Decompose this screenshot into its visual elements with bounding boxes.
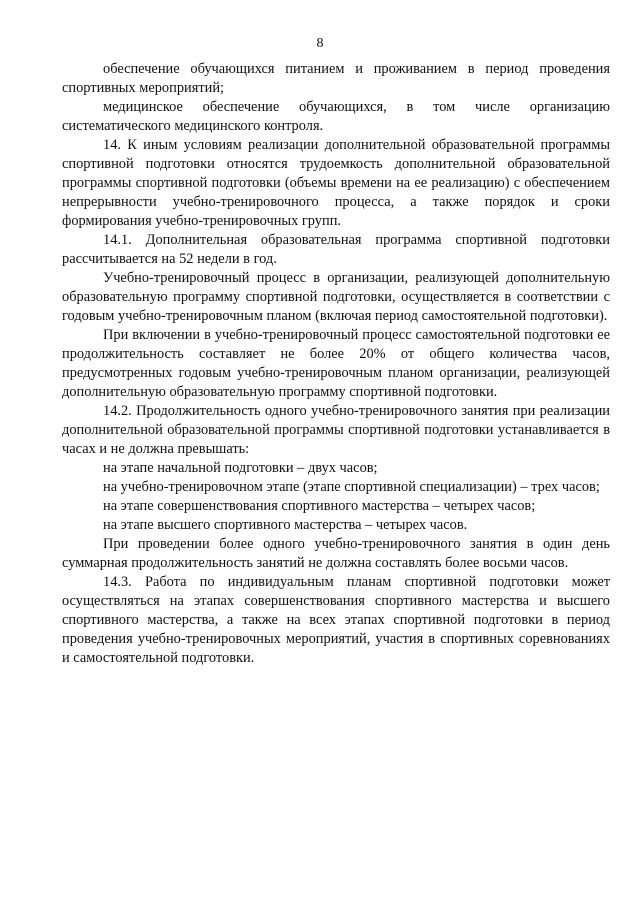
paragraph-daily-limit: При проведении более одного учебно-тренировочного занятия в один день суммарная продолжительность занятий не должна составлять более восьми часов.	[62, 536, 610, 571]
paragraph-14: 14. К иным условиям реализации дополнительной образовательной программы спортивной подготовки относятся трудоемкость дополнительной образовательной программы спортивной подготовки (объемы времени на ее реализацию) с обеспечением непрерывности учебно-тренировочного процесса, а также порядок и сроки формирования учебно-тренировочных групп.	[62, 137, 610, 229]
paragraph-higher-stage: на этапе высшего спортивного мастерства – четырех часов.	[103, 517, 468, 533]
paragraph-improvement-stage: на этапе совершенствования спортивного мастерства – четырех часов;	[103, 498, 536, 514]
paragraph-training-process: Учебно-тренировочный процесс в организации, реализующей дополнительную образовательную программу спортивной подготовки, осуществляется в соответствии с годовым учебно-тренировочным планом (включая период самостоятельной подготовки).	[62, 270, 610, 324]
document-body	[62, 60, 610, 668]
page-number: 8	[316, 36, 324, 51]
paragraph-14-2: 14.2. Продолжительность одного учебно-тренировочного занятия при реализации дополнительной образовательной программы спортивной подготовки устанавливается в часах и не должна превышать:	[62, 403, 610, 457]
paragraph-14-1: 14.1. Дополнительная образовательная программа спортивной подготовки рассчитывается на 52 недели в год.	[62, 232, 610, 267]
paragraph-14-3: 14.3. Работа по индивидуальным планам спортивной подготовки может осуществляться на этапах совершенствования спортивного мастерства и высшего спортивного мастерства, а также на всех этапах спортивной подготовки в период проведения учебно-тренировочных мероприятий, участия в спортивных соревнованиях и самостоятельной подготовки.	[62, 574, 610, 666]
paragraph-self-preparation: При включении в учебно-тренировочный процесс самостоятельной подготовки ее продолжительность составляет не более 20% от общего количества часов, предусмотренных годовым учебно-тренировочным планом организации, реализующей дополнительную образовательную программу спортивной подготовки.	[62, 327, 610, 400]
paragraph-medical: медицинское обеспечение обучающихся, в том числе организацию систематического медицинского контроля.	[62, 99, 610, 134]
paragraph-initial-stage: на этапе начальной подготовки – двух часов;	[103, 460, 378, 476]
paragraph-training-stage: на учебно-тренировочном этапе (этапе спортивной специализации) – трех часов;	[103, 479, 600, 495]
paragraph-nutrition: обеспечение обучающихся питанием и проживанием в период проведения спортивных мероприятий;	[62, 61, 610, 96]
